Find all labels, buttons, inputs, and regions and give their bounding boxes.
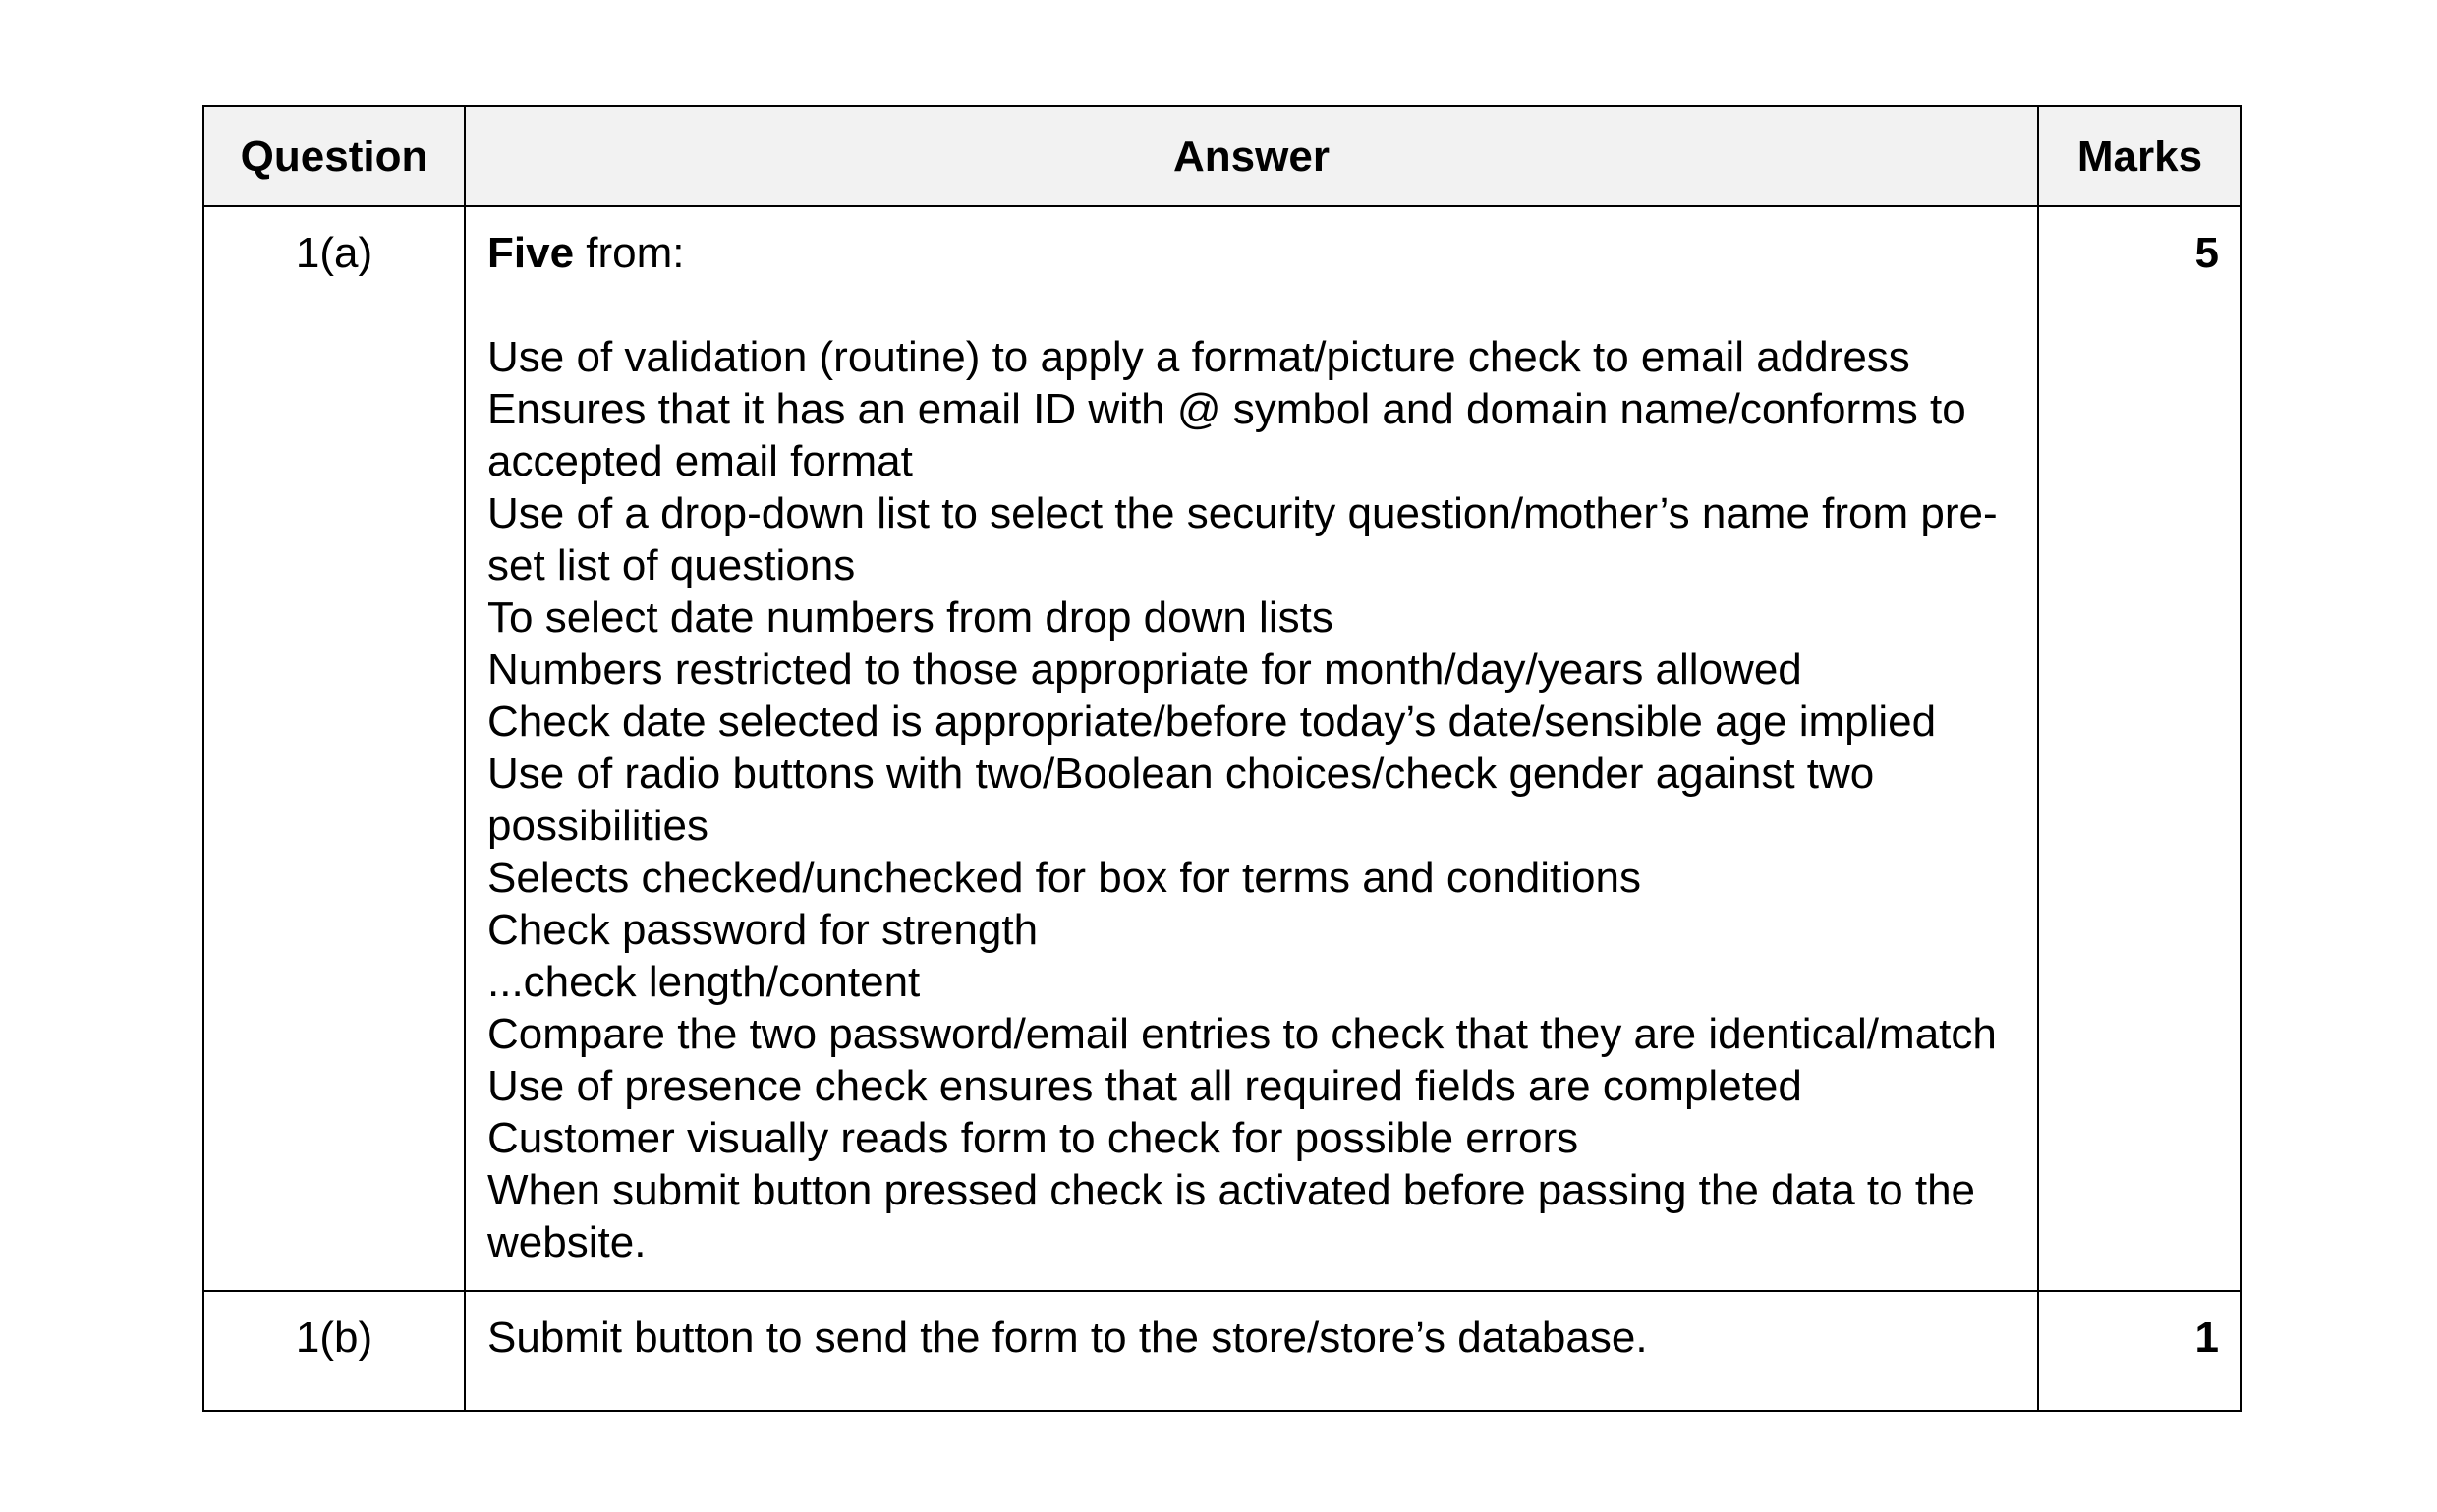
answer-point: Use of a drop-down list to select the security question/mother’s name from pre-set list of questions — [487, 489, 1998, 589]
answer-intro-bold: Five — [487, 229, 575, 277]
table-row-1a — [203, 206, 2241, 1291]
answer-header: Answer — [465, 106, 2038, 206]
question-header: Question — [203, 106, 465, 206]
marks-value: 5 — [2038, 206, 2241, 1291]
header-row — [203, 106, 2241, 206]
answer-point: Use of validation (routine) to apply a format/picture check to email address — [487, 333, 1910, 381]
marks-value: 1 — [2038, 1291, 2241, 1411]
answer-point: ...check length/content — [487, 958, 921, 1006]
answer-intro-rest: from: — [574, 229, 685, 277]
answer-point: Selects checked/unchecked for box for terms and conditions — [487, 854, 1641, 902]
marks-header: Marks — [2038, 106, 2241, 206]
answer-point: Compare the two password/email entries to check that they are identical/match — [487, 1010, 1997, 1058]
answer-point: Use of radio buttons with two/Boolean choices/check gender against two possibilities — [487, 750, 1875, 850]
answer-point: Ensures that it has an email ID with @ symbol and domain name/conforms to accepted email format — [487, 385, 1966, 485]
answer-cell: Submit button to send the form to the store/store’s database. — [465, 1291, 2038, 1411]
answer-point: Numbers restricted to those appropriate for month/day/years allowed — [487, 645, 1802, 694]
answer-point: Check password for strength — [487, 906, 1039, 954]
answer-point: Check date selected is appropriate/before today’s date/sensible age implied — [487, 698, 1937, 746]
answer-point: When submit button pressed check is activated before passing the data to the website. — [487, 1166, 1976, 1266]
question-number: 1(b) — [203, 1291, 465, 1411]
answer-point: Customer visually reads form to check for possible errors — [487, 1114, 1579, 1162]
answer-point: Use of presence check ensures that all required fields are completed — [487, 1062, 1802, 1110]
spacer — [487, 279, 2017, 331]
table-row-1b — [203, 1291, 2241, 1411]
answer-intro — [487, 227, 2017, 279]
mark-scheme-table — [202, 105, 2242, 1412]
answer-cell — [465, 206, 2038, 1291]
question-number: 1(a) — [203, 206, 465, 1291]
answer-point: To select date numbers from drop down lists — [487, 593, 1333, 642]
